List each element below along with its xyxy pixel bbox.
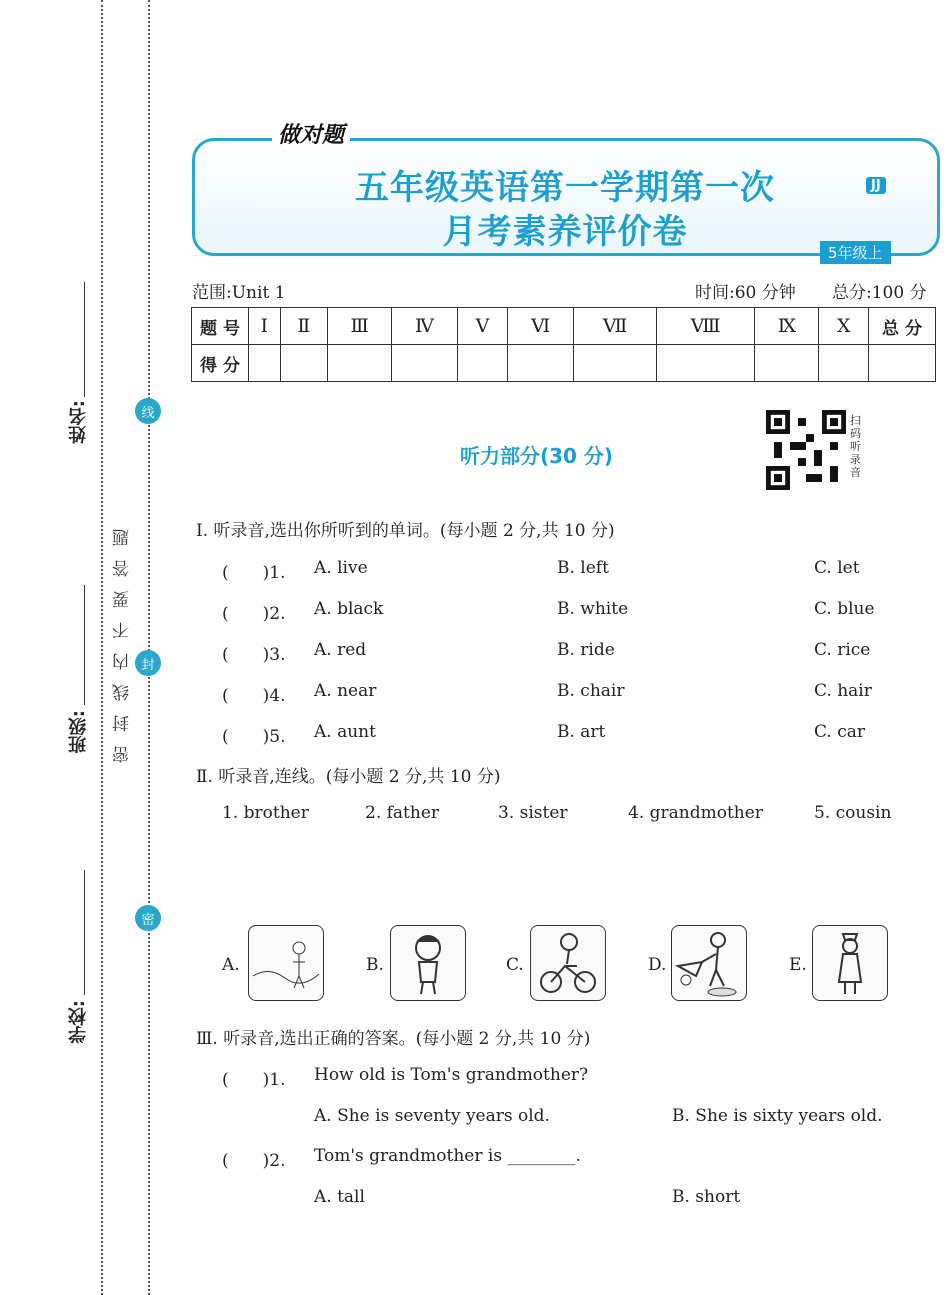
q3-heading: Ⅲ. 听录音,选出正确的答案。(每小题 2 分,共 10 分) [196,1029,591,1049]
seal-xian: 线 [135,398,161,424]
grade-tag: 5年级上 [820,241,891,264]
table-row [192,308,936,345]
q2-word-4[interactable]: 4. grandmother [628,803,763,823]
class-line [84,585,85,705]
seal-mi: 密 [135,905,161,931]
q1-item-2-c: C. blue [814,599,875,619]
edition-badge: JJ [866,177,886,194]
page-title-line2: 月考素养评价卷 [442,212,688,252]
q2-pic-label-c: C. [506,955,524,975]
q2-pic-label-e: E. [789,955,807,975]
margin-dotted-line-outer [101,0,103,1295]
score-cell[interactable] [328,345,392,382]
col-4: Ⅳ [392,308,458,345]
col-5: Ⅴ [457,308,507,345]
margin-dotted-line-inner [148,0,150,1295]
score-cell[interactable] [280,345,328,382]
q1-item-5-c: C. car [814,722,865,742]
score-cell[interactable] [656,345,755,382]
picture-grandmother[interactable] [248,925,324,1001]
q2-word-1[interactable]: 1. brother [222,803,309,823]
col-1: Ⅰ [249,308,281,345]
q1-item-2-a: A. black [314,599,384,619]
q3-item-2-question: Tom's grandmother is ________. [314,1146,581,1166]
picture-father-working[interactable] [671,925,747,1001]
score-cell[interactable] [574,345,656,382]
q2-word-5[interactable]: 5. cousin [814,803,892,823]
q2-pic-label-a: A. [222,955,240,975]
col-2: Ⅱ [280,308,328,345]
picture-nurse[interactable] [812,925,888,1001]
name-line [84,282,85,397]
score-cell[interactable] [508,345,574,382]
q2-word-3[interactable]: 3. sister [498,803,568,823]
col-3: Ⅲ [328,308,392,345]
score-cell[interactable] [392,345,458,382]
q1-item-3-b: B. ride [557,640,615,660]
q1-item-4-a: A. near [314,681,377,701]
table-row [192,345,936,382]
q1-item-2-num[interactable]: ( )2. [222,604,286,624]
q1-item-1-a: A. live [314,558,368,578]
q1-item-5-a: A. aunt [314,722,376,742]
picture-boy[interactable] [390,925,466,1001]
q2-heading: Ⅱ. 听录音,连线。(每小题 2 分,共 10 分) [196,767,501,787]
score-cell[interactable] [819,345,869,382]
q1-item-3-num[interactable]: ( )3. [222,645,286,665]
score-cell[interactable] [249,345,281,382]
col-9: Ⅸ [755,308,819,345]
score-table [191,307,936,382]
time-text: 时间:60 分钟 [695,283,796,303]
q2-pic-label-b: B. [366,955,384,975]
q1-item-4-num[interactable]: ( )4. [222,686,286,706]
class-label: 班级: [68,710,89,754]
q2-word-2[interactable]: 2. father [365,803,440,823]
q1-item-5-num[interactable]: ( )5. [222,727,286,747]
seal-warning: 密封线内不要答题 [113,515,133,763]
seal-feng: 封 [135,650,161,676]
q3-item-1-b: B. She is sixty years old. [672,1106,883,1126]
school-label: 学校: [68,1000,89,1044]
q3-item-1-num[interactable]: ( )1. [222,1070,286,1090]
qr-code-icon [766,410,846,490]
section-title: 听力部分(30 分) [460,444,614,468]
q1-item-4-c: C. hair [814,681,872,701]
score-cell[interactable] [755,345,819,382]
name-label: 姓名: [68,400,89,444]
page-title-line1: 五年级英语第一学期第一次 [355,168,775,208]
q1-item-2-b: B. white [557,599,629,619]
col-6: Ⅵ [508,308,574,345]
q2-pic-label-d: D. [648,955,667,975]
col-total: 总 分 [869,308,936,345]
q1-heading: Ⅰ. 听录音,选出你所听到的单词。(每小题 2 分,共 10 分) [196,521,615,541]
row-label-score: 得 分 [192,345,249,382]
q3-item-2-a: A. tall [314,1187,365,1207]
picture-girl-bike[interactable] [530,925,606,1001]
q1-item-5-b: B. art [557,722,606,742]
q3-item-2-b: B. short [672,1187,741,1207]
school-line [84,870,85,995]
q1-item-1-b: B. left [557,558,609,578]
col-8: Ⅷ [656,308,755,345]
q1-item-3-a: A. red [314,640,367,660]
q3-item-2-num[interactable]: ( )2. [222,1151,286,1171]
q3-item-1-a: A. She is seventy years old. [314,1106,550,1126]
col-10: Ⅹ [819,308,869,345]
brand-logo: 做对题 [272,118,350,149]
score-cell[interactable] [457,345,507,382]
qr-caption: 扫码听录音 [850,414,861,479]
scope-text: 范围:Unit 1 [192,283,286,303]
q1-item-3-c: C. rice [814,640,871,660]
q3-item-1-question: How old is Tom's grandmother? [314,1065,589,1085]
col-7: Ⅶ [574,308,656,345]
q1-item-1-num[interactable]: ( )1. [222,563,286,583]
q1-item-4-b: B. chair [557,681,625,701]
score-cell[interactable] [869,345,936,382]
q1-item-1-c: C. let [814,558,860,578]
total-text: 总分:100 分 [832,283,927,303]
row-label-number: 题 号 [192,308,249,345]
